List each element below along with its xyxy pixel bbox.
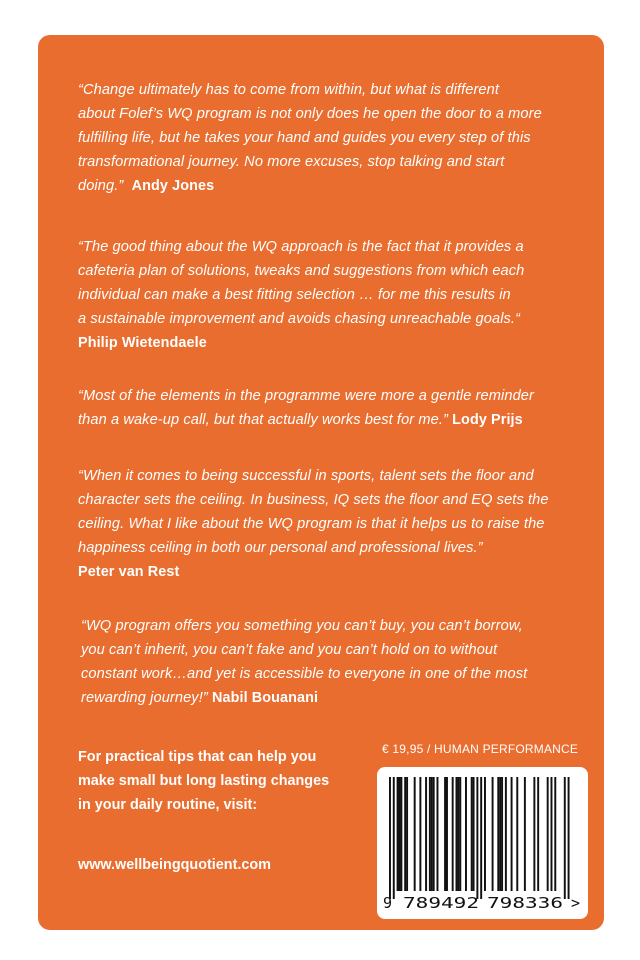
barcode-bar	[564, 777, 566, 899]
quote-line: “Change ultimately has to come from within, but what is different	[78, 82, 499, 98]
barcode-bar	[429, 777, 431, 891]
isbn-barcode	[377, 767, 588, 919]
barcode-bar	[505, 777, 507, 891]
barcode-bar	[497, 777, 499, 891]
barcode-bar	[437, 777, 439, 891]
barcode-bar	[433, 777, 435, 891]
barcode-bar	[473, 777, 475, 891]
quote-line: you can’t inherit, you can’t fake and you can’t hold on to without	[81, 642, 498, 658]
quote-line	[78, 408, 578, 432]
barcode-bar	[400, 777, 402, 891]
practical-tips-text	[78, 745, 329, 817]
quote-line: “When it comes to being successful in sports, talent sets the floor and	[78, 468, 534, 484]
quote-line: constant work…and yet is accessible to everyone in one of the most	[81, 666, 528, 682]
price-category-label: € 19,95 / HUMAN PERFORMANCE	[382, 742, 579, 756]
website-link[interactable]: www.wellbeingquotient.com	[78, 857, 271, 873]
barcode-bar	[399, 777, 401, 891]
testimonial-quote	[81, 614, 581, 710]
barcode-bar	[397, 777, 399, 891]
quote-author: Andy Jones	[131, 178, 215, 194]
quote-line: fulfilling life, but he takes your hand and guides you every step of this	[78, 130, 531, 146]
barcode-bar	[389, 777, 391, 899]
barcode-bar	[480, 777, 482, 899]
barcode-bar	[551, 777, 553, 891]
barcode-bar	[547, 777, 549, 891]
barcode-bar	[456, 777, 458, 891]
barcode-bar	[499, 777, 501, 891]
barcode-bars	[389, 777, 570, 899]
testimonial-quote	[78, 78, 578, 198]
isbn-left-group: 789492	[403, 894, 479, 912]
quote-line: happiness ceiling in both our personal and professional lives.”	[78, 540, 483, 556]
barcode-bar	[511, 777, 513, 891]
quote-author: Lody Prijs	[452, 412, 523, 428]
quote-line: “Most of the elements in the programme were more a gentle reminder	[78, 388, 534, 404]
barcode-bar	[554, 777, 556, 891]
barcode-bar	[465, 777, 467, 891]
quote-line: individual can make a best fitting selection … for me this results in	[78, 287, 511, 303]
quote-line: about Folef’s WQ program is not only does he open the door to a more	[78, 106, 542, 122]
quote-line-text: doing.”	[78, 178, 124, 194]
quote-line-text: than a wake-up call, but that actually works best for me.”	[78, 412, 449, 428]
quote-line-text: rewarding journey!”	[81, 690, 208, 706]
barcode-bar	[431, 777, 433, 891]
barcode-bar	[457, 777, 459, 891]
quote-line	[81, 686, 581, 710]
quote-author: Peter van Rest	[78, 564, 180, 580]
barcode-bar	[452, 777, 454, 891]
testimonial-quote	[78, 384, 578, 432]
testimonial-quote	[78, 464, 578, 584]
barcode-bar	[537, 777, 539, 891]
barcode-bar	[459, 777, 461, 891]
barcode-bar	[476, 777, 478, 899]
barcode-bar	[404, 777, 406, 891]
barcode-bar	[406, 777, 408, 891]
barcode-bar	[501, 777, 503, 891]
barcode-bar	[471, 777, 473, 891]
quote-line: ceiling. What I like about the WQ program is that it helps us to raise the	[78, 516, 545, 532]
barcode-bar	[446, 777, 448, 891]
barcode-bar	[393, 777, 395, 899]
barcode-bar	[425, 777, 427, 891]
quote-line: “The good thing about the WQ approach is the fact that it provides a	[78, 239, 524, 255]
quote-line: character sets the ceiling. In business, IQ sets the floor and EQ sets the	[78, 492, 549, 508]
quote-line: a sustainable improvement and avoids chasing unreachable goals.“	[78, 311, 521, 327]
barcode-bar	[444, 777, 446, 891]
testimonial-quote	[78, 235, 578, 355]
quote-line: “WQ program offers you something you can’t buy, you can’t borrow,	[81, 618, 523, 634]
quote-author: Philip Wietendaele	[78, 335, 207, 351]
quote-line: cafeteria plan of solutions, tweaks and suggestions from which each	[78, 263, 525, 279]
barcode-bar	[533, 777, 535, 891]
isbn-end-mark: >	[571, 894, 581, 912]
quote-line: transformational journey. No more excuses, stop talking and start	[78, 154, 505, 170]
barcode-bar	[568, 777, 570, 899]
barcode-bar	[414, 777, 416, 891]
barcode-graphic	[377, 767, 588, 919]
quote-author: Nabil Bouanani	[211, 690, 319, 706]
barcode-bar	[524, 777, 526, 891]
isbn-first-digit: 9	[383, 894, 393, 912]
barcode-bar	[516, 777, 518, 891]
tips-line: For practical tips that can help you	[78, 749, 317, 765]
tips-line: in your daily routine, visit:	[78, 797, 258, 813]
isbn-right-group: 798336	[487, 894, 563, 912]
barcode-bar	[419, 777, 421, 891]
barcode-bar	[484, 777, 486, 891]
barcode-bar	[492, 777, 494, 891]
tips-line: make small but long lasting changes	[78, 773, 330, 789]
quote-line	[78, 174, 578, 198]
back-cover	[38, 35, 604, 930]
